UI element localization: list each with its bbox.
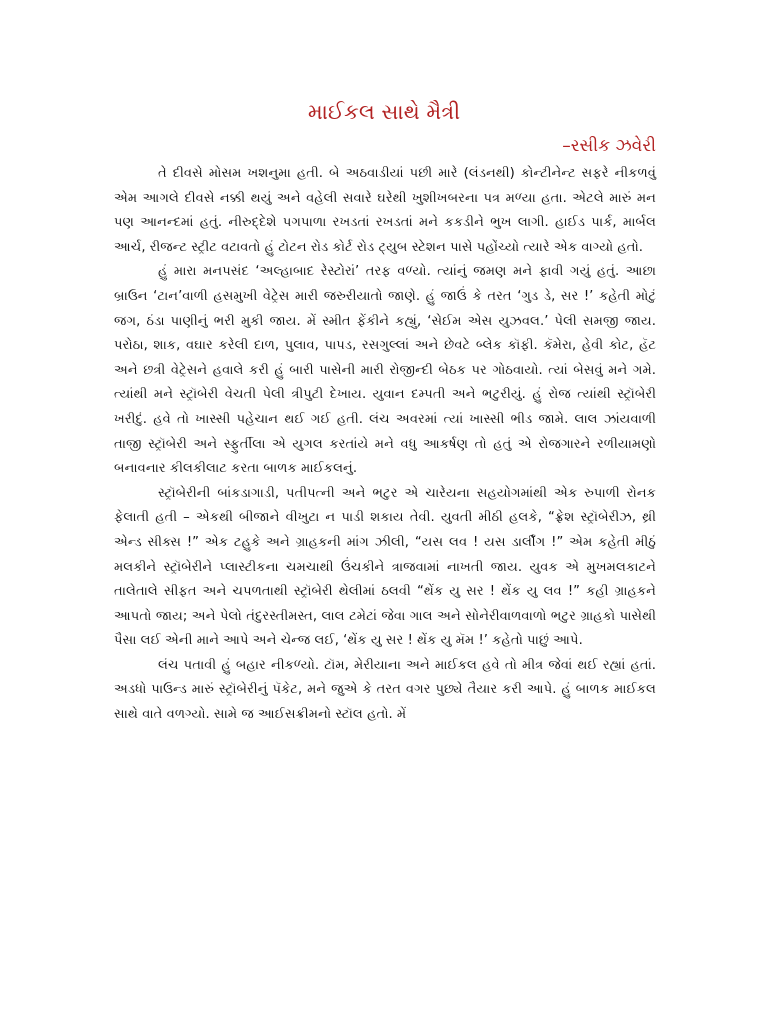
page-title: માઈકલ સાથે મૈત્રી: [307, 100, 461, 124]
paragraph-4: લંચ પતાવી હું બહાર નીકળ્યો. ટૉમ, મેરીયાના અને માઈકલ હવે તો મીત્ર જેવાં થઈ રહ્યાં હતાં. અડધો પાઉન્ડ મારું સ્ટ્રૉબેરીનું પૅકેટ, મને જુએ કે તરત વગર પુછ્યે તૈયાર કરી આપે. હું બાળક માઈકલ સાથે વાતે વળગ્યો. સામે જ આઈસક્રીમનો સ્ટૉલ હતો. મેં: [114, 657, 656, 723]
article-body: [114, 162, 656, 728]
paragraph-3: સ્ટ્રૉબેરીની બાંકડાગાડી, પતીપત્ની અને ભટુર એ ચારેયના સહયોગમાંથી એક રુપાળી રોનક ફેલાતી હતી – એકથી બીજાને વીખુટા ન પાડી શકાય તેવી. યુવતી મીઠી હલકે, “ફ્રેશ સ્ટ્રૉબેરીઝ, થ્રી એન્ડ સીક્સ !” એક ટહુકે અને ગ્રાહકની માંગ ઝીલી, “યસ લવ ! યસ ડાર્લીંગ !” એમ કહેતી મીઠું મલકીને સ્ટ્રૉબેરીને પ્લાસ્ટીકના ચમચાથી ઉંચકીને ત્રાજવામાં નાખતી જાય. યુવક એ મુખમલકાટને તાલેતાલે સીફત અને ચપળતાથી સ્ટ્રૉબેરી થેલીમાં ઠલવી “થેંક યુ સર ! થેંક યુ લવ !” કહી ગ્રાહકને આપતો જાય; અને પેલો તંદુરસ્તીમસ્ત, લાલ ટમેટાં જેવા ગાલ અને સોનેરીવાળવાળો ભટુર ગ્રાહકો પાસેથી પૈસા લઈ એની માને આપે અને ચેન્જ લઈ, ‘થેંક યુ સર ! થેંક યુ મૅમ !’ કહેતો પાછું આપે.: [114, 485, 656, 649]
paragraph-2: હું મારા મનપસંદ ‘અલ્હાબાદ રેસ્ટોરાં’ તરફ વળ્યો. ત્યાંનું જમણ મને ફાવી ગયું હતું. આછા બ્રાઉન ‘ટાન’વાળી હસમુખી વેટ્રેસ મારી જરુરીયાતો જાણે. હું જાઉં કે તરત ‘ગુડ ડે, સર !’ કહેતી મોટું જગ, ઠંડા પાણીનું ભરી મુકી જાય. મેં સ્મીત ફેંકીને કહ્યું, ‘સેઈમ એસ યુઝવલ.’ પેલી સમજી જાય. પરોઠા, શાક, વઘાર કરેલી દાળ, પુલાવ, પાપડ, રસગુલ્લાં અને છેવટે બ્લેક કૉફી. કૅમેરા, હેવી કોટ, હૅટ અને છત્રી વેટ્રેસને હવાલે કરી હું બારી પાસેની મારી રોજીન્દી બેઠક પર ગોઠવાયો. ત્યાં બેસવું મને ગમે. ત્યાંથી મને સ્ટ્રૉબેરી વેચતી પેલી ત્રીપુટી દેખાય. યુવાન દમ્પતી અને ભટુરીયું. હું રોજ ત્યાંથી સ્ટ્રૉબેરી ખરીદું. હવે તો ખાસ્સી પહેચાન થઈ ગઈ હતી. લંચ અવરમાં ત્યાં ખાસ્સી ભીડ જામે. લાલ ઝાંયવાળી તાજી સ્ટ્રૉબેરી અને સ્ફુર્તીલા એ યુગલ કરતાંયે મને વધુ આકર્ષણ તો હતું એ રોજગારને રળીયામણો બનાવનાર કીલકીલાટ કરતા બાળક માઈકલનું.: [114, 264, 656, 477]
author-byline: –રસીક ઝવેરી: [562, 136, 656, 156]
paragraph-1: તે દીવસે મોસમ ખશનુમા હતી. બે અઠવાડીયાં પછી મારે (લંડનથી) કોન્ટીનેન્ટ સફરે નીકળવું એમ આગલે દીવસે નક્કી થયું અને વહેલી સવારે ઘરેથી ખુશીખબરના પત્ર મળ્યા હતા. એટલે મારું મન પણ આનન્દમાં હતું. નીરુદ્દેશે પગપાળા રખડતાં રખડતાં મને કકડીને ભુખ લાગી. હાઈડ પાર્ક, માર્બલ આર્ચ, રીજન્ટ સ્ટ્રીટ વટાવતો હું ટોટન રોડ કોર્ટ રોડ ટ્યુબ સ્ટેશન પાસે પહોંચ્યો ત્યારે એક વાગ્યો હતો.: [114, 166, 656, 255]
